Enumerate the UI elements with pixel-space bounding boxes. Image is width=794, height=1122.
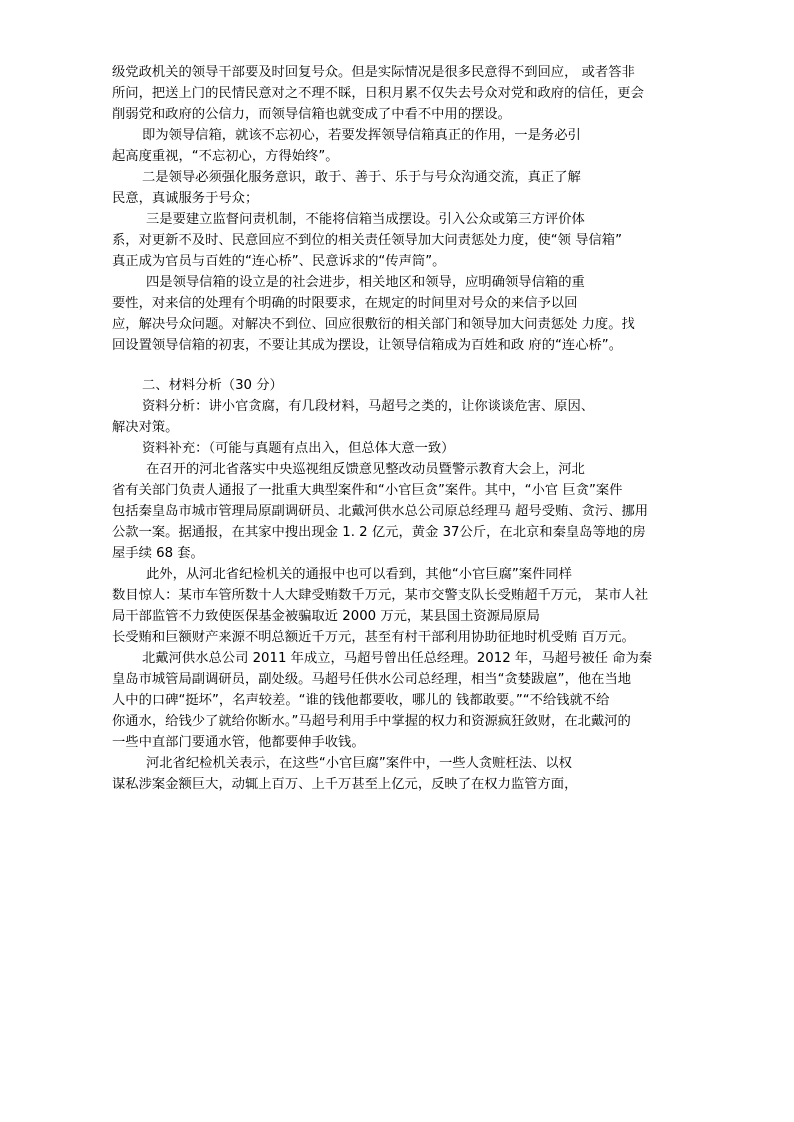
text-line: 系，对更新不及时、民意回应不到位的相关责任领导加大问责惩处力度，使“领 导信箱” [112,233,622,248]
text-line: 包括秦皇岛市城市管理局原副调研员、北戴河供水总公司原总经理马 超号受贿、贪污、挪用 [112,504,649,519]
text-line: 此外，从河北省纪检机关的通报中也可以看到，其他“小官巨腐”案件同样 [146,567,572,582]
text-line: 省有关部门负责人通报了一批重大典型案件和“小官巨贪”案件。其中，“小官 巨贪”案件 [112,483,623,498]
text-line: 起高度重视，“不忘初心，方得始终”。 [112,149,339,164]
section-heading: 二、材料分析（30 分） [142,378,283,393]
text-line: 应，解决号众问题。对解决不到位、回应很敷衍的相关部门和领导加大问责惩处 力度。找 [112,317,635,332]
text-line: 所问，把送上门的民情民意对之不理不睬，日积月累不仅失去号众对党和政府的信任，更会 [112,86,644,101]
text-line: 长受贿和巨额财产来源不明总额近千万元，甚至有村干部利用协助征地时机受贿 百万元。 [112,630,635,645]
text-line: 皇岛市城管局副调研员，副处级。马超号任供水公司总经理，相当“贪婪跋扈”，他在当地 [112,672,632,687]
text-line: 屋手续 68 套。 [112,546,204,561]
text-line: 级党政机关的领导干部要及时回复号众。但是实际情况是很多民意得不到回应， 或者答非 [112,65,635,80]
text-line: 解决对策。 [112,420,179,435]
text-line: 削弱党和政府的公信力，而领导信箱也就变成了中看不中用的摆设。 [112,107,511,122]
text-line: 资料分析：讲小官贪腐，有几段材料，马超号之类的，让你谈谈危害、原因、 [142,399,595,414]
text-line: 真正成为官员与百姓的“连心桥”、民意诉求的“传声筒”。 [112,254,446,269]
text-line: 人中的口碑“挺坏”，名声较差。“谁的钱他都要收，哪儿的 钱都敢要。”“不给钱就不给 [112,693,610,708]
text-line: 四是领导信箱的设立是的社会进步，相关地区和领导，应明确领导信箱的重 [146,275,585,290]
text-line: 三是要建立监督问责机制，不能将信箱当成摆设。引入公众或第三方评价体 [146,212,585,227]
text-line: 一些中直部门要通水管，他都要伸手收钱。 [112,735,365,750]
text-line: 公款一案。据通报，在其家中搜出现金 1. 2 亿元，黄金 37公斤，在北京和秦皇岛等地的房 [112,525,646,540]
text-line: 即为领导信箱，就该不忘初心，若要发挥领导信箱真正的作用，一是务必引 [142,128,581,143]
text-line: 民意，真诚服务于号众； [112,191,259,206]
text-line: 回设置领导信箱的初衷，不要让其成为摆设，让领导信箱成为百姓和政 府的“连心桥”。 [112,338,622,353]
text-line: 要性，对来信的处理有个明确的时限要求，在规定的时间里对号众的来信予以回 [112,296,578,311]
text-line: 二是领导必须强化服务意识，敢于、善于、乐于与号众沟通交流，真正了解 [142,170,581,185]
text-line: 北戴河供水总公司 2011 年成立，马超号曾出任总经理。2012 年，马超号被任 命为秦 [142,651,653,666]
text-line: 局干部监管不力致使医保基金被骗取近 2000 万元，某县国土资源局原局 [112,609,540,624]
text-line: 谋私涉案金额巨大，动辄上百万、上千万甚至上亿元，反映了在权力监管方面， [112,777,578,792]
text-line: 资料补充：（可能与真题有点出入，但总体大意一致） [142,441,455,456]
text-line: 你通水，给钱少了就给你断水。”马超号利用手中掌握的权力和资源疯狂敛财，在北戴河的 [112,714,631,729]
text-line: 数目惊人：某市车管所数十人大肆受贿数千万元，某市交警支队长受贿超千万元， 某市人社 [112,588,649,603]
text-line: 河北省纪检机关表示，在这些“小官巨腐”案件中，一些人贪赃枉法、以权 [146,756,572,771]
text-line: 在召开的河北省落实中央巡视组反馈意见整改动员暨警示教育大会上，河北 [146,462,585,477]
